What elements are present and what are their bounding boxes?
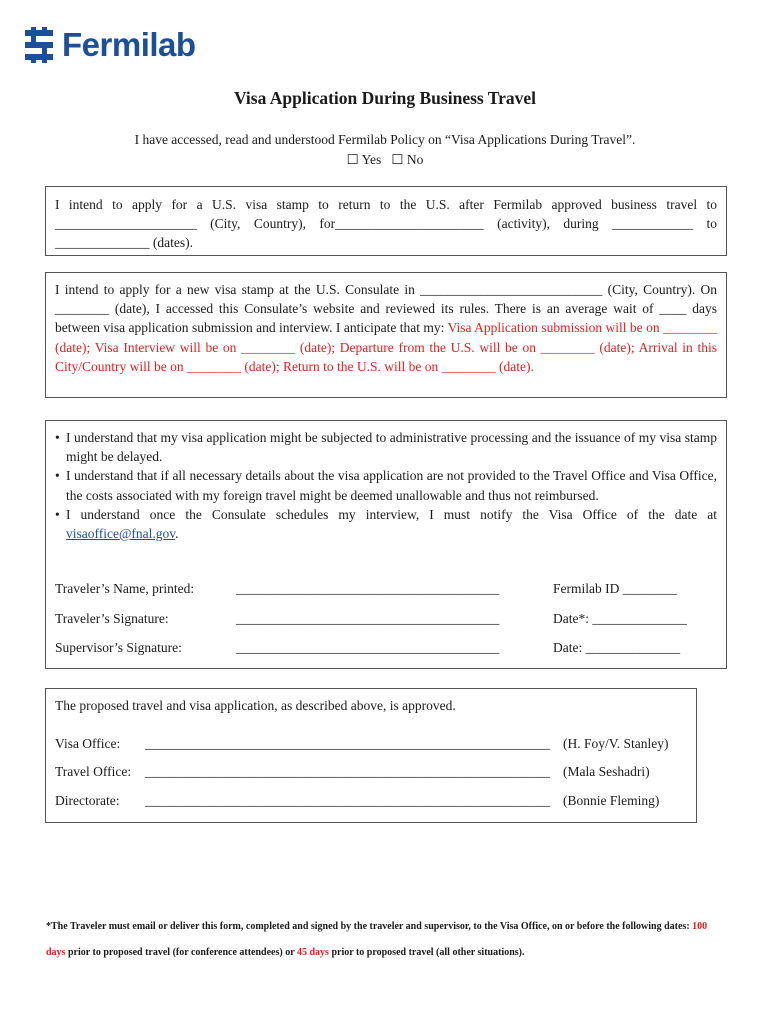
- travel-office-signature-field[interactable]: ____________________________________________________________: [145, 764, 550, 779]
- supervisor-date-field[interactable]: Date: ______________: [553, 640, 681, 655]
- directorate-name: (Bonnie Fleming): [563, 793, 660, 808]
- visa-office-label: Visa Office:: [55, 736, 121, 751]
- approval-intro: The proposed travel and visa application, as described above, is approved.: [55, 698, 456, 713]
- footer-note: *The Traveler must email or deliver this form, completed and signed by the traveler and supervisor, to the Visa Office, on or before the following dates: 100 days prior to proposed travel (for conference attendees) or 45 days prior to proposed travel (all other situations).: [46, 921, 708, 958]
- visa-office-signature-field[interactable]: ____________________________________________________________: [145, 736, 550, 751]
- acknowledgement-text-1: I understand that my visa application might be subjected to administrative processing and the issuance of my visa stamp might be delayed.: [66, 430, 717, 465]
- traveler-signature-field[interactable]: _______________________________________: [236, 611, 500, 626]
- acknowledgement-item: • I understand once the Consulate schedules my interview, I must notify the Visa Office of the date at visaoffice@fnal.gov.: [55, 505, 717, 543]
- traveler-name-label: Traveler’s Name, printed:: [55, 581, 195, 596]
- yes-checkbox[interactable]: ☐ Yes: [346, 152, 382, 167]
- policy-answer: [0, 152, 770, 168]
- return-travel-text[interactable]: I intend to apply for a U.S. visa stamp to return to the U.S. after Fermilab approved business travel to _____________________ (City, Country), for______________________ (activity), during ____________ to ______________ (dates).: [55, 197, 717, 251]
- conference-deadline: 100 days: [46, 921, 708, 958]
- fermilab-logo: [22, 26, 196, 64]
- travel-office-label: Travel Office:: [55, 764, 132, 779]
- traveler-signature-label: Traveler’s Signature:: [55, 611, 169, 626]
- anticipated-dates-text[interactable]: Visa Application submission will be on ________ (date); Visa Interview will be on ________ (date); Departure from the U.S. will be on ________ (date); Arrival in this City/Country will be on ________ (date); Return to the U.S. will be on ________ (date).: [55, 320, 718, 374]
- acknowledgement-text-2: I understand that if all necessary details about the visa application are not provided to the Travel Office and Visa Office, the costs associated with my foreign travel might be deemed unallowable and thus not reimbursed.: [66, 468, 717, 503]
- supervisor-signature-label: Supervisor’s Signature:: [55, 640, 182, 655]
- fermilab-id-field[interactable]: Fermilab ID ________: [553, 581, 677, 596]
- approval-section: [45, 688, 697, 823]
- supervisor-signature-field[interactable]: _______________________________________: [236, 640, 500, 655]
- return-travel-section: [45, 186, 727, 256]
- traveler-date-field[interactable]: Date*: ______________: [553, 611, 687, 626]
- travel-office-name: (Mala Seshadri): [563, 764, 650, 779]
- no-checkbox[interactable]: ☐ No: [391, 152, 424, 167]
- directorate-label: Directorate:: [55, 793, 120, 808]
- other-deadline: 45 days: [296, 947, 329, 958]
- visa-office-names: (H. Foy/V. Stanley): [563, 736, 669, 751]
- acknowledgement-section: [45, 420, 727, 669]
- acknowledgement-text-3: I understand once the Consulate schedules my interview, I must notify the Visa Office of the date at: [66, 506, 717, 522]
- visa-office-email-link[interactable]: visaoffice@fnal.gov: [66, 526, 176, 542]
- fermilab-logo-icon: [22, 27, 56, 63]
- logo-text: Fermilab: [62, 26, 196, 63]
- acknowledgement-item: [55, 466, 717, 504]
- page-title: Visa Application During Business Travel: [233, 88, 537, 108]
- traveler-name-field[interactable]: _______________________________________: [236, 581, 500, 596]
- consulate-text[interactable]: I intend to apply for a new visa stamp at the U.S. Consulate in ___________________________ (City, Country). On ________ (date), I accessed this Consulate’s website and reviewed its rules. There is an average wait of ____ days between visa application submission and interview. I anticipate that my:: [55, 282, 717, 336]
- consulate-section: [45, 272, 727, 398]
- policy-statement: I have accessed, read and understood Fermilab Policy on “Visa Applications During Travel”.: [134, 132, 636, 147]
- acknowledgement-list: [55, 428, 717, 543]
- directorate-signature-field[interactable]: ____________________________________________________________: [145, 793, 550, 808]
- acknowledgement-item: [55, 428, 717, 466]
